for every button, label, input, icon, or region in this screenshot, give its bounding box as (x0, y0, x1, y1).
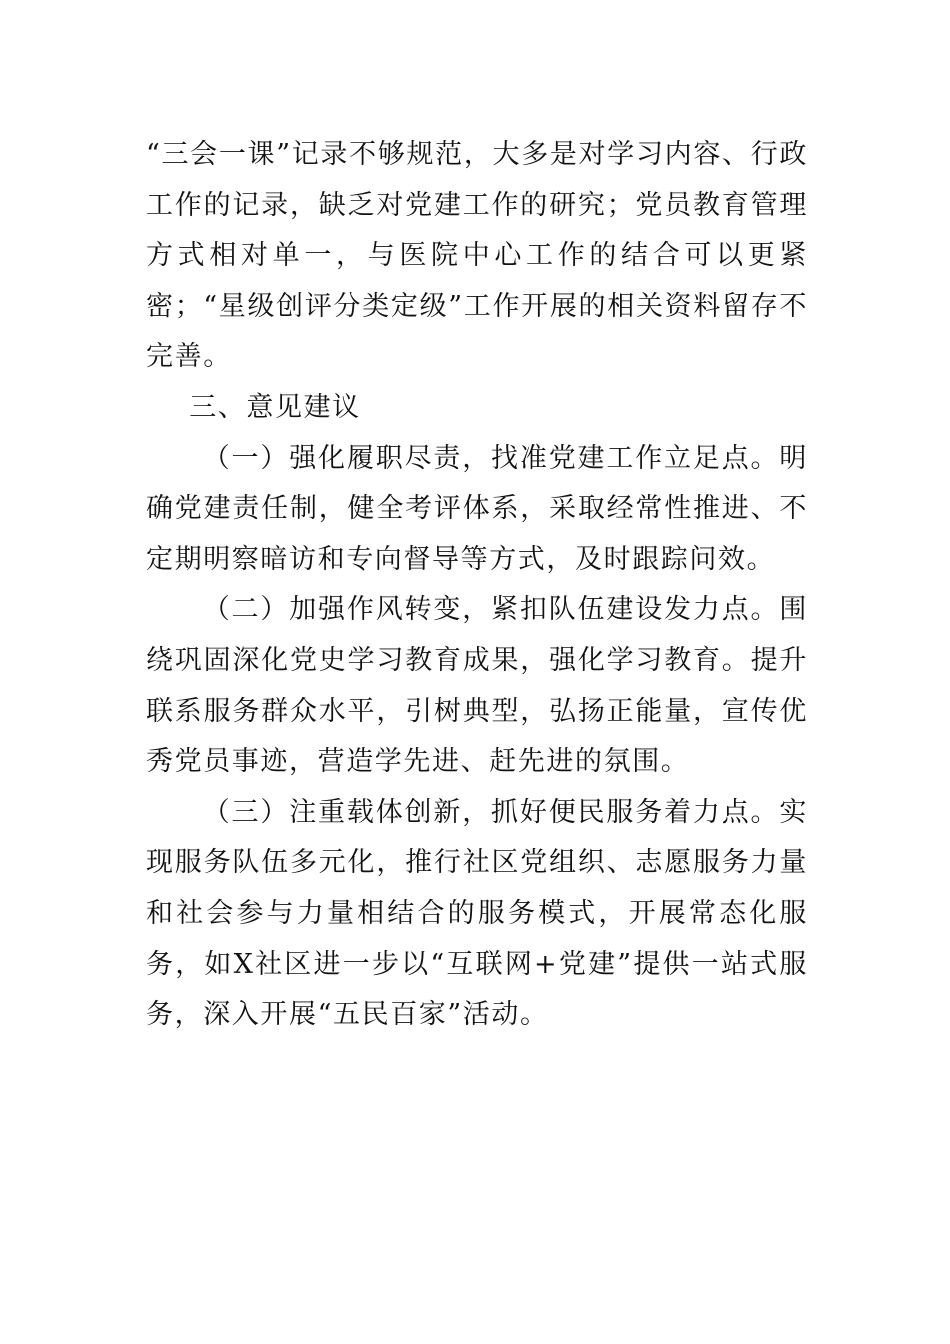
section-heading: 三、意见建议 (189, 391, 361, 423)
paragraph-suggestion-2: （二）加强作风转变，紧扣队伍建设发力点。围绕巩固深化党史学习教育成果，强化学习教育。提升联系服务群众水平，引树典型，弘扬正能量，宣传优秀党员事迹，营造学先进、赶先进的氛围。 (146, 594, 808, 778)
paragraph-suggestion-1: （一）强化履职尽责，找准党建工作立足点。明确党建责任制，健全考评体系，采取经常性推进、不定期明察暗访和专向督导等方式，及时跟踪问效。 (146, 442, 808, 575)
paragraph-continuation: “三会一课”记录不够规范，大多是对学习内容、行政工作的记录，缺乏对党建工作的研究；党员教育管理方式相对单一，与医院中心工作的结合可以更紧密；“星级创评分类定级”工作开展的相关资料留存不完善。 (146, 139, 808, 373)
document-body (146, 130, 808, 1041)
paragraph-suggestion-3: （三）注重载体创新，抓好便民服务着力点。实现服务队伍多元化，推行社区党组织、志愿服务力量和社会参与力量相结合的服务模式，开展常态化服务，如X社区进一步以“互联网+党建”提供一站式服务，深入开展“五民百家”活动。 (146, 796, 808, 1031)
